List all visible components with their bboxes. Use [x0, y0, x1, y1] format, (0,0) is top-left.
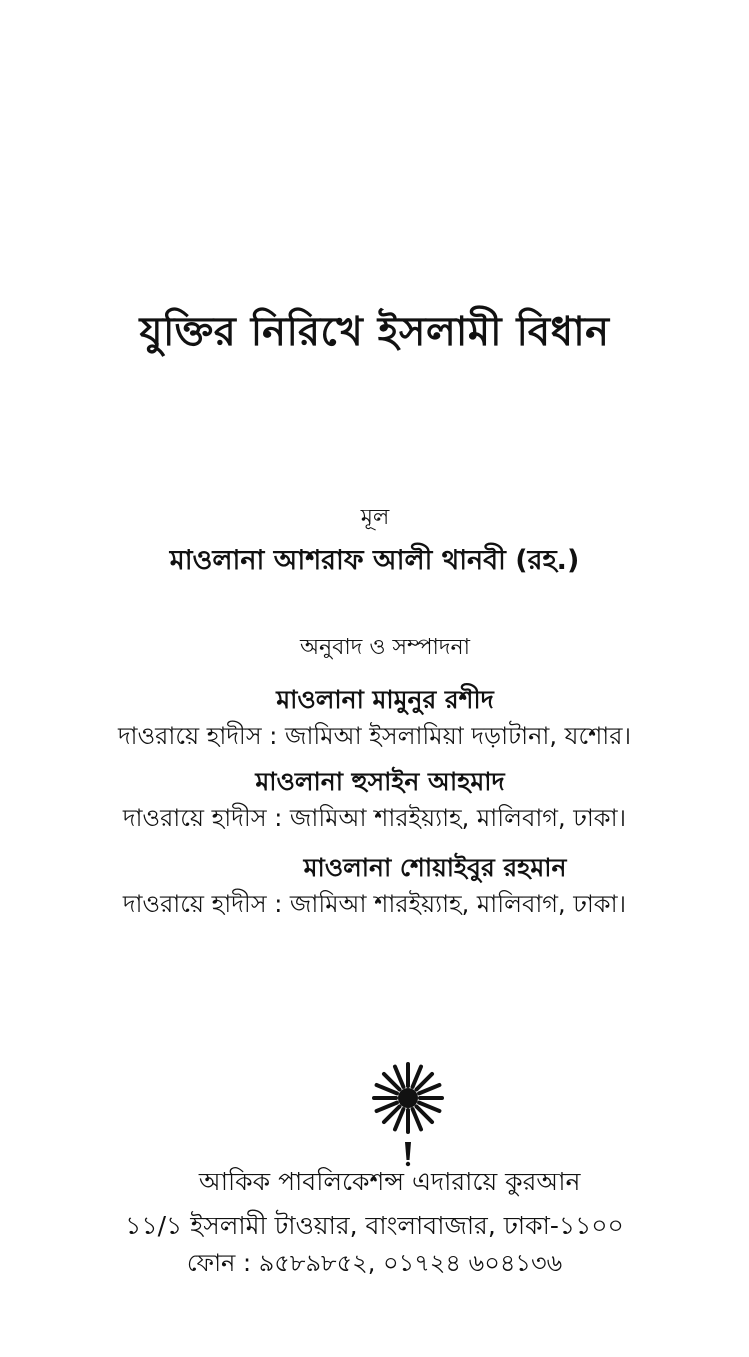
publisher-name: এদারায়ে কুরআন: [412, 1167, 581, 1196]
editor-name: মাওলানা শোয়াইবুর রহমান: [303, 853, 567, 882]
book-title: যুক্তির নিরিখে ইসলামী বিধান: [139, 309, 610, 355]
original-author: মাওলানা আশরাফ আলী থানবী (রহ.): [169, 545, 580, 576]
original-label: মূল: [360, 505, 390, 530]
editor-affiliation: দাওরায়ে হাদীস : জামিআ শারইয়্যাহ, মালিবাগ, ঢাকা।: [122, 890, 627, 918]
publisher-phone: ফোন : ৯৫৮৯৮৫২, ০১৭২৪ ৬০৪১৩৬: [186, 1249, 563, 1277]
publisher-name: আকিক পাবলিকেশন্স: [198, 1167, 404, 1196]
editor-affiliation: দাওরায়ে হাদীস : জামিআ শারইয়্যাহ, মালিবাগ, ঢাকা।: [122, 804, 627, 832]
publisher-address: ১১/১ ইসলামী টাওয়ার, বাংলাবাজার, ঢাকা-১১০০: [125, 1211, 624, 1240]
editor-affiliation: দাওরায়ে হাদীস : জামিআ ইসলামিয়া দড়াটানা, যশোর।: [117, 722, 632, 750]
editor-name: মাওলানা হুসাইন আহমাদ: [255, 767, 505, 796]
editor-name: মাওলানা মামুনুর রশীদ: [276, 685, 494, 714]
sunburst-pen-icon: [370, 1060, 446, 1168]
translation-label: অনুবাদ ও সম্পাদনা: [299, 635, 471, 660]
